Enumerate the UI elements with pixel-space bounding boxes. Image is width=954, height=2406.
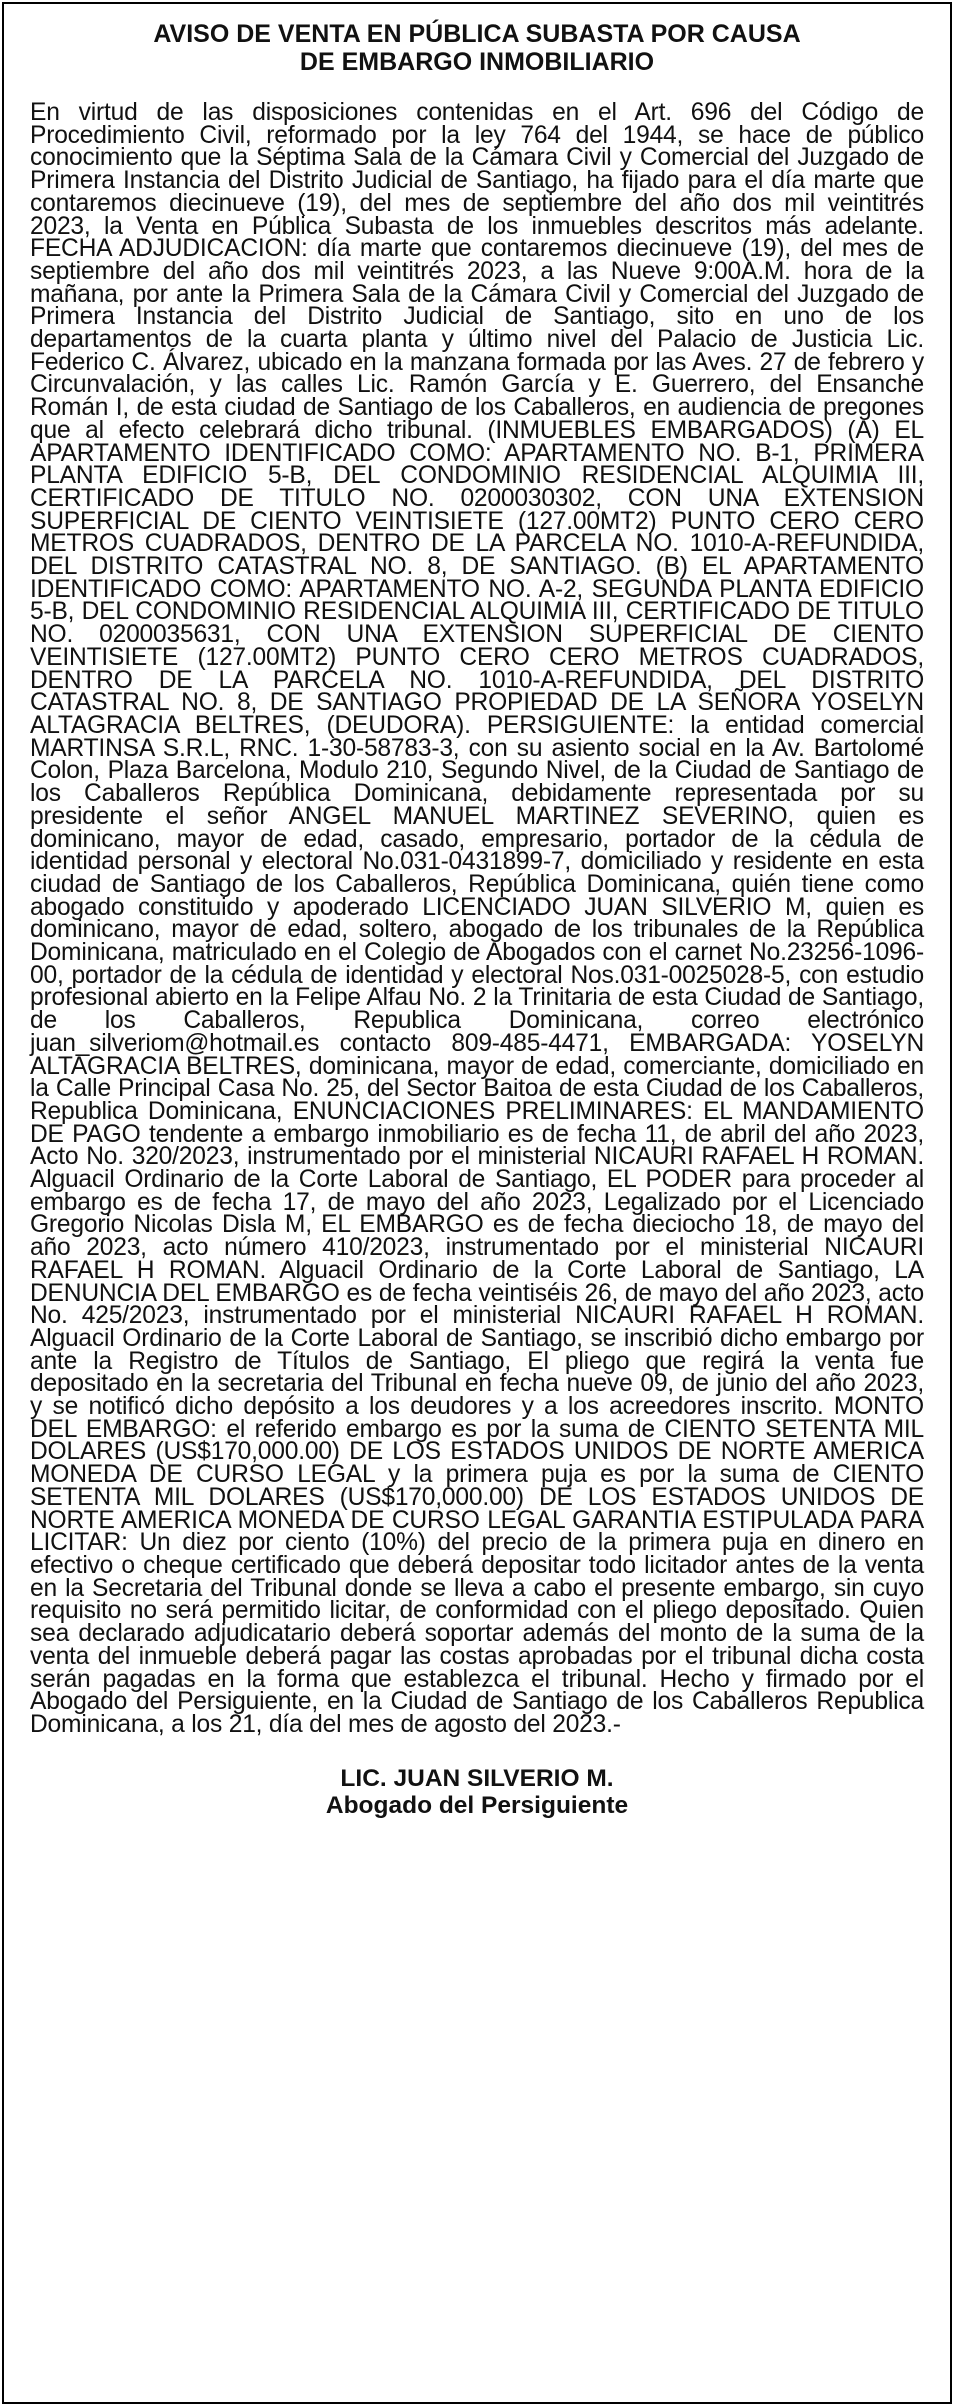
notice-title — [30, 20, 924, 76]
notice-title-line-1: AVISO DE VENTA EN PÚBLICA SUBASTA POR CAUSA — [153, 20, 801, 48]
signature-role: Abogado del Persiguiente — [325, 1791, 629, 1819]
signature-block — [30, 1765, 924, 1819]
notice-title-line-2: DE EMBARGO INMOBILIARIO — [299, 48, 655, 76]
legal-notice — [2, 2, 952, 2404]
signature-name: LIC. JUAN SILVERIO M. — [340, 1764, 614, 1792]
notice-body: En virtud de las disposiciones contenidas en el Art. 696 del Código de Procedimiento Civil, reformado por la ley 764 del 1944, se hace de público conocimiento que la Séptima Sala de la Cámara Civil y Comercial del Juzgado de Primera Instancia del Distrito Judicial de Santiago, ha fijado para el día marte que contaremos diecinueve (19), del mes de septiembre del año dos mil veintitrés 2023, la Venta en Pública Subasta de los inmuebles descritos más adelante. FECHA ADJUDICACION: día marte que contaremos diecinueve (19), del mes de septiembre del año dos mil veintitrés 2023, a las Nueve 9:00A.M. hora de la mañana, por ante la Primera Sala de la Cámara Civil y Comercial del Juzgado de Primera Instancia del Distrito Judicial de Santiago, sito en uno de los departamentos de la cuarta planta y último nivel del Palacio de Justicia Lic. Federico C. Álvarez, ubicado en la manzana formada por las Aves. 27 de febrero y Circunvalación, y las calles Lic. Ramón García y E. Guerrero, del Ensanche Román I, de esta ciudad de Santiago de los Caballeros, en audiencia de pregones que al efecto celebrará dicho tribunal. (INMUEBLES EMBARGADOS) (A) EL APARTAMENTO IDENTIFICADO COMO: APARTAMENTO NO. B-1, PRIMERA PLANTA EDIFICIO 5-B, DEL CONDOMINIO RESIDENCIAL ALQUIMIA III, CERTIFICADO DE TITULO NO. 0200030302, CON UNA EXTENSION SUPERFICIAL DE CIENTO VEINTISIETE (127.00MT2) PUNTO CERO CERO METROS CUADRADOS, DENTRO DE LA PARCELA NO. 1010-A-REFUNDIDA, DEL DISTRITO CATASTRAL NO. 8, DE SANTIAGO. (B) EL APARTAMENTO IDENTIFICADO COMO: APARTAMENTO NO. A-2, SEGUNDA PLANTA EDIFICIO 5-B, DEL CONDOMINIO RESIDENCIAL ALQUIMIA III, CERTIFICADO DE TITULO NO. 0200035631, CON UNA EXTENSION SUPERFICIAL DE CIENTO VEINTISIETE (127.00MT2) PUNTO CERO CERO METROS CUADRADOS, DENTRO DE LA PARCELA NO. 1010-A-REFUNDIDA, DEL DISTRITO CATASTRAL NO. 8, DE SANTIAGO PROPIEDAD DE LA SEÑORA YOSELYN ALTAGRACIA BELTRES, (DEUDORA). PERSIGUIENTE: la entidad comercial MARTINSA S.R.L, RNC. 1-30-58783-3, con su asiento social en la Av. Bartolomé Colon, Plaza Barcelona, Modulo 210, Segundo Nivel, de la Ciudad de Santiago de los Caballeros República Dominicana, debidamente representada por su presidente el señor ANGEL MANUEL MARTINEZ SEVERINO, quien es dominicano, mayor de edad, casado, empresario, portador de la cédula de identidad personal y electoral No.031-0431899-7, domiciliado y residente en esta ciudad de Santiago de los Caballeros, República Dominicana, quién tiene como abogado constituido y apoderado LICENCIADO JUAN SILVERIO M, quien es dominicano, mayor de edad, soltero, abogado de los tribunales de la República Dominicana, matriculado en el Colegio de Abogados con el carnet No.23256-1096-00, portador de la cédula de identidad y electoral Nos.031-0025028-5, con estudio profesional abierto en la Felipe Alfau No. 2 la Trinitaria de esta Ciudad de Santiago, de los Caballeros, Republica Dominicana, correo electrónico juan_silveriom@hotmail.es contacto 809-485-4471, EMBARGADA: YOSELYN ALTAGRACIA BELTRES, dominicana, mayor de edad, comerciante, domiciliado en la Calle Principal Casa No. 25, del Sector Baitoa de esta Ciudad de los Caballeros, Republica Dominicana, ENUNCIACIONES PRELIMINARES: EL MANDAMIENTO DE PAGO tendente a embargo inmobiliario es de fecha 11, de abril del año 2023, Acto No. 320/2023, instrumentado por el ministerial NICAURI RAFAEL H ROMAN. Alguacil Ordinario de la Corte Laboral de Santiago, EL PODER para proceder al embargo es de fecha 17, de mayo del año 2023, Legalizado por el Licenciado Gregorio Nicolas Disla M, EL EMBARGO es de fecha dieciocho 18, de mayo del año 2023, acto número 410/2023, instrumentado por el ministerial NICAURI RAFAEL H ROMAN. Alguacil Ordinario de la Corte Laboral de Santiago, LA DENUNCIA DEL EMBARGO es de fecha veintiséis 26, de mayo del año 2023, acto No. 425/2023, instrumentado por el ministerial NICAURI RAFAEL H ROMAN. Alguacil Ordinario de la Corte Laboral de Santiago, se inscribió dicho embargo por ante la Registro de Títulos de Santiago, El pliego que regirá la venta fue depositado en la secretaria del Tribunal en fecha nueve 09, de junio del año 2023, y se notificó dicho depósito a los deudores y a los acreedores inscrito. MONTO DEL EMBARGO: el referido embargo es por la suma de CIENTO SETENTA MIL DOLARES (US$170,000.00) DE LOS ESTADOS UNIDOS DE NORTE AMERICA MONEDA DE CURSO LEGAL y la primera puja es por la suma de CIENTO SETENTA MIL DOLARES (US$170,000.00) DE LOS ESTADOS UNIDOS DE NORTE AMERICA MONEDA DE CURSO LEGAL GARANTIA ESTIPULADA PARA LICITAR: Un diez por ciento (10%) del precio de la primera puja en dinero en efectivo o cheque certificado que deberá depositar todo licitador antes de la venta en la Secretaria del Tribunal donde se lleva a cabo el presente embargo, sin cuyo requisito no será permitido licitar, de conformidad con el pliego depositado. Quien sea declarado adjudicatario deberá soportar además del monto de la suma de la venta del inmueble deberá pagar las costas aprobadas por el tribunal dicha costa serán pagadas en la forma que establezca el tribunal. Hecho y firmado por el Abogado del Persiguiente, en la Ciudad de Santiago de los Caballeros Republica Dominicana, a los 21, día del mes de agosto del 2023.- — [30, 99, 924, 1738]
